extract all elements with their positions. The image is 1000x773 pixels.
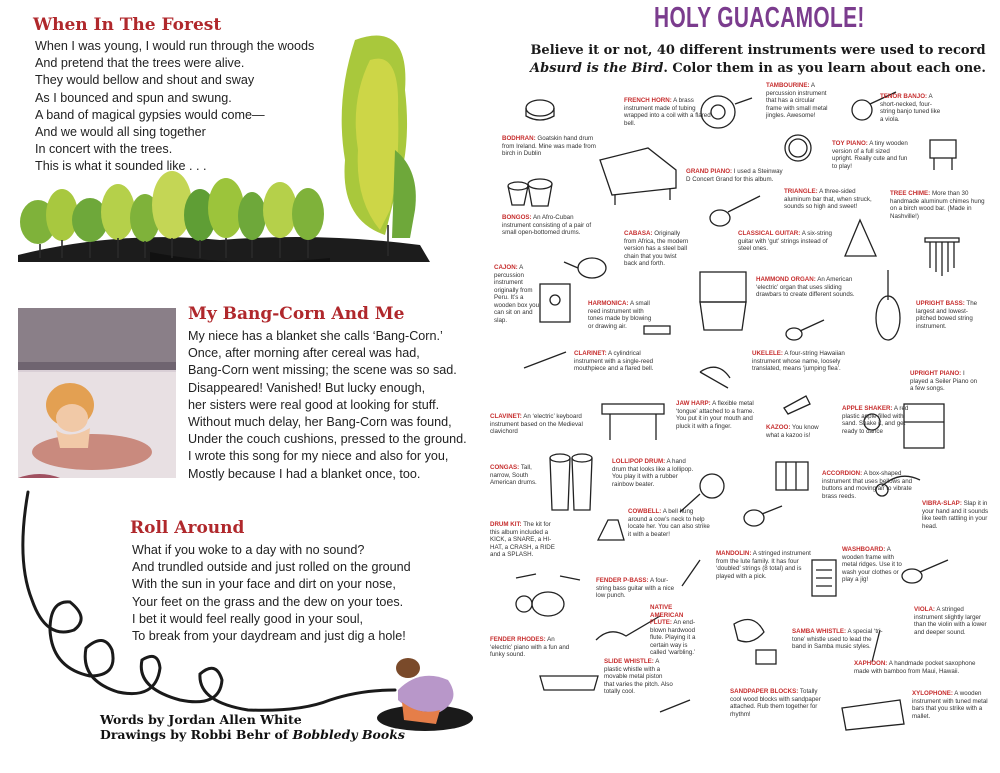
poem-line: What if you woke to a day with no sound? (132, 543, 365, 557)
instrument-accordion (822, 470, 914, 500)
instrument-viola (914, 606, 988, 636)
poem-line: A band of magical gypsies would come— (35, 107, 265, 122)
instrument-tenor-banjo (880, 93, 942, 123)
instrument-french-horn (624, 97, 714, 127)
instrument-name: KAZOO: (766, 424, 791, 431)
instrument-name: WASHBOARD: (842, 546, 886, 553)
instrument-description: You know what a kazoo is! (766, 424, 819, 439)
poem-line: I bet it would feel really good in your soul, (132, 611, 364, 626)
instrument-description: A percussion instrument that has a circular frame with small metal jingles. Awesome! (766, 82, 828, 119)
poem-title-roll: Roll Around (130, 518, 245, 538)
instrument-description: A four-string bass guitar with a nice low punch. (596, 577, 675, 599)
instrument-description: A percussion instrument originally from Peru. It’s a wooden box you can sit on and slap. (494, 264, 540, 324)
instrument-grand-piano (686, 168, 786, 183)
instrument-name: XYLOPHONE: (912, 690, 953, 697)
instrument-description: Originally from Africa, the modern version has a steel ball chain that you twist back and forth. (624, 230, 689, 267)
instrument-washboard (842, 546, 908, 584)
instrument-name: DRUM KIT: (490, 521, 522, 528)
intro-text (528, 42, 988, 78)
instrument-name: UKELELE: (752, 350, 783, 357)
poem-line: And we would all sing together (35, 125, 206, 140)
instrument-description: A cylindrical instrument with a single-reed mouthpiece and a flared bell. (574, 350, 654, 372)
instrument-description: Slap it in your hand and it sounds like teeth rattling in your head. (922, 500, 989, 530)
instrument-name: VIOLA: (914, 606, 935, 613)
poem-line: As I bounced and spun and swung. (35, 90, 232, 105)
instrument-congas (490, 464, 546, 487)
instrument-description: An ‘electric’ piano with a fun and funky sound. (490, 636, 570, 658)
credits-drawings-prefix: Drawings by Robbi Behr of (100, 727, 293, 742)
instrument-name: CLAVINET: (490, 413, 522, 420)
instrument-description: Totally cool wood blocks with sandpaper attached. Rub them together for rhythm! (730, 688, 821, 718)
instrument-bodhran (502, 135, 598, 158)
instrument-description: A box-shaped instrument that uses bellows and buttons and moving air to vibrate brass reeds. (822, 470, 913, 500)
instrument-name: MANDOLIN: (716, 550, 752, 557)
instrument-fender-rhodes (490, 636, 570, 659)
instrument-slide-whistle (604, 658, 674, 696)
instrument-ukelele (752, 350, 852, 373)
poem-bangcorn (188, 328, 467, 483)
poem-line: In concert with the trees. (35, 142, 173, 157)
instrument-name: GRAND PIANO: (686, 168, 733, 175)
poem-line: And trundled outside and just rolled on the ground (132, 560, 411, 575)
instrument-jaw-harp (676, 400, 758, 430)
instrument-name: CABASA: (624, 230, 653, 237)
poem-line: Bang-Corn went missing; the scene was so sad. (188, 363, 457, 378)
instrument-name: JAW HARP: (676, 400, 711, 407)
instrument-name: BODHRAN: (502, 135, 536, 142)
instrument-name: FENDER P-BASS: (596, 577, 649, 584)
instrument-samba-whistle (792, 628, 884, 651)
credits (100, 712, 405, 742)
instrument-description: I used a Steinway D Concert Grand for this album. (686, 168, 783, 183)
instrument-description: A wooden frame with metal ridges. Use it to wash your clothes or play a jig! (842, 546, 902, 583)
instrument-tambourine (766, 82, 830, 120)
instrument-description: A short-necked, four-string banjo tuned like a viola. (880, 93, 941, 123)
instrument-name: HARMONICA: (588, 300, 629, 307)
poem-title-forest: When In The Forest (33, 15, 222, 35)
instrument-name: SLIDE WHISTLE: (604, 658, 654, 665)
poem-line: To break from your daydream and just dig a hole! (132, 629, 406, 644)
poem-line: And pretend that the trees were alive. (35, 56, 245, 71)
instrument-description: A small reed instrument with tones made by blowing or drawing air. (588, 300, 652, 330)
instrument-name: FENDER RHODES: (490, 636, 546, 643)
instrument-description: An end-blown hardwood flute. Playing it a certain way is called ‘warbling.’ (650, 619, 696, 656)
instrument-description: A flexible metal ‘tongue’ attached to a frame. You put it in your mouth and pluck it with a finger. (676, 400, 755, 430)
instrument-name: FRENCH HORN: (624, 97, 672, 104)
instrument-name: CONGAS: (490, 464, 520, 471)
instrument-description: A hand drum that looks like a lollipop. You play it with a rubber rainbow beater. (612, 458, 694, 488)
page-title: HOLY GUACAMOLE! (654, 2, 865, 34)
instrument-upright-bass (916, 300, 982, 330)
instrument-name: LOLLIPOP DRUM: (612, 458, 666, 465)
instrument-name: ACCORDION: (822, 470, 863, 477)
instrument-name: TAMBOURINE: (766, 82, 810, 89)
instrument-apple-shaker (842, 405, 918, 435)
instrument-triangle (784, 188, 876, 211)
instrument-tree-chime (890, 190, 986, 220)
instrument-description: Tall, narrow, South American drums. (490, 464, 537, 486)
intro-rest: . Color them in as you learn about each one. (663, 61, 986, 76)
instrument-description: An ‘electric’ keyboard instrument based on the Medieval clavichord (490, 413, 583, 435)
instrument-name: SAMBA WHISTLE: (792, 628, 847, 635)
instrument-description: A special ‘tri-tone’ whistle used to lead the band in Samba music styles. (792, 628, 883, 650)
instrument-cabasa (624, 230, 690, 268)
instrument-description: I played a Seiler Piano on a few songs. (910, 370, 978, 392)
instrument-description: A bell hung around a cow’s neck to help locate her. You can also strike it with a beater! (628, 508, 710, 538)
instrument-vibra-slap (922, 500, 992, 530)
poem-line: This is what it sounded like . . . (35, 159, 207, 174)
instrument-name: NATIVE AMERICAN FLUTE: (650, 604, 684, 626)
instrument-description: More than 30 handmade aluminum chimes hung on a birch wood bar. (Made in Nashville!) (890, 190, 985, 220)
poem-line: They would bellow and shout and sway (35, 73, 255, 88)
poem-line: Mostly because I had a blanket once, too. (188, 466, 421, 481)
instrument-description: A three-sided aluminum bar that, when struck, sounds so high and sweet! (784, 188, 872, 210)
instrument-name: TRIANGLE: (784, 188, 818, 195)
instrument-description: A tiny wooden version of a full sized upright. Really cute and fun to play! (832, 140, 908, 170)
poem-line: Disappeared! Vanished! But lucky enough, (188, 380, 426, 395)
instrument-classical-guitar (738, 230, 834, 253)
credits-studio: Bobbledy Books (292, 727, 405, 742)
poem-line: My niece has a blanket she calls ‘Bang-Corn.’ (188, 329, 443, 343)
instrument-description: An Afro-Cuban instrument consisting of a pair of small open-bottomed drums. (502, 214, 592, 236)
poem-forest (35, 38, 314, 176)
instrument-name: XAPHOON: (854, 660, 888, 667)
intro-album: Absurd is the Bird (530, 61, 664, 76)
instrument-description: An American ‘electric’ organ that uses sliding drawbars to create different sounds. (756, 276, 855, 298)
poem-line: With the sun in your face and dirt on your nose, (132, 577, 396, 592)
instrument-native-american-flute (650, 604, 704, 657)
instrument-description: A brass instrument made of tubing wrapped into a coil with a flared bell. (624, 97, 711, 127)
instrument-upright-piano (910, 370, 982, 393)
instrument-toy-piano (832, 140, 910, 170)
instrument-xylophone (912, 690, 990, 720)
instrument-sandpaper-blocks (730, 688, 824, 718)
instrument-description: A four-string Hawaiian instrument whose name, loosely translated, means ‘jumping flea’. (752, 350, 845, 372)
instrument-name: CAJON: (494, 264, 518, 271)
credits-words: Words by Jordan Allen White (100, 712, 302, 727)
instrument-clarinet (574, 350, 666, 373)
instrument-description: A wooden instrument with tuned metal bars that you strike with a mallet. (912, 690, 988, 720)
poem-line: Under the couch cushions, pressed to the ground. (188, 432, 467, 447)
instrument-name: HAMMOND ORGAN: (756, 276, 816, 283)
intro-line: Believe it or not, 40 different instruments were used to record (530, 43, 986, 58)
instrument-name: TOY PIANO: (832, 140, 868, 147)
instrument-name: APPLE SHAKER: (842, 405, 893, 412)
instrument-drum-kit (490, 521, 560, 559)
instrument-xaphoon (854, 660, 976, 675)
instrument-description: A stringed instrument from the lute family. It has four ‘doubled’ strings (8 total) and is played with a pick. (716, 550, 811, 580)
instrument-name: VIBRA-SLAP: (922, 500, 962, 507)
poem-title-bangcorn: My Bang-Corn And Me (188, 304, 405, 324)
poem-line: Your feet on the grass and the dew on your toes. (132, 594, 404, 609)
instrument-mandolin (716, 550, 812, 580)
instrument-bongos (502, 214, 598, 237)
instrument-description: The kit for this album included a KICK, a SNARE, a HI-HAT, a CRASH, a RIDE and a SPLASH. (490, 521, 555, 558)
poem-line: I wrote this song for my niece and also for you, (188, 449, 449, 464)
instrument-name: SANDPAPER BLOCKS: (730, 688, 799, 695)
instrument-description: A six-string guitar with ‘gut’ strings instead of steel ones. (738, 230, 832, 252)
instrument-cajon (494, 264, 544, 324)
instrument-description: A plastic whistle with a movable metal piston that varies the pitch. Also totally cool. (604, 658, 673, 695)
instrument-name: UPRIGHT BASS: (916, 300, 965, 307)
instrument-clavinet (490, 413, 590, 436)
instrument-name: BONGOS: (502, 214, 532, 221)
instrument-name: UPRIGHT PIANO: (910, 370, 962, 377)
instrument-hammond-organ (756, 276, 856, 299)
instrument-kazoo (766, 424, 826, 439)
instrument-harmonica (588, 300, 658, 330)
poem-line: When I was young, I would run through the woods (35, 39, 315, 53)
instrument-name: COWBELL: (628, 508, 662, 515)
instrument-cowbell (628, 508, 712, 538)
instrument-description: A red plastic apple filled with sand. Shake it, and get ready to dance (842, 405, 909, 435)
instrument-description: Goatskin hand drum from Ireland. Mine was made from birch in Dublin (502, 135, 596, 157)
instrument-name: CLARINET: (574, 350, 607, 357)
poem-line: Once, after morning after cereal was had, (188, 346, 420, 361)
instrument-name: CLASSICAL GUITAR: (738, 230, 801, 237)
instrument-lollipop-drum (612, 458, 694, 488)
poem-roll (132, 542, 411, 645)
instrument-name: TREE CHIME: (890, 190, 931, 197)
bangcorn-illustration (18, 308, 176, 478)
poem-line: her sisters were real good at looking for stuff. (188, 397, 440, 412)
instrument-description: A handmade pocket saxophone made with bamboo from Maui, Hawaii. (854, 660, 976, 675)
instrument-description: A stringed instrument slightly larger than the violin with a lower and deeper sound. (914, 606, 987, 636)
credits-drawings (100, 727, 405, 742)
poem-line: Without much delay, her Bang-Corn was found, (188, 415, 452, 430)
instrument-name: TENOR BANJO: (880, 93, 928, 100)
instrument-fender-p-bass (596, 577, 682, 600)
instrument-description: The largest and lowest-pitched bowed string instrument. (916, 300, 978, 330)
